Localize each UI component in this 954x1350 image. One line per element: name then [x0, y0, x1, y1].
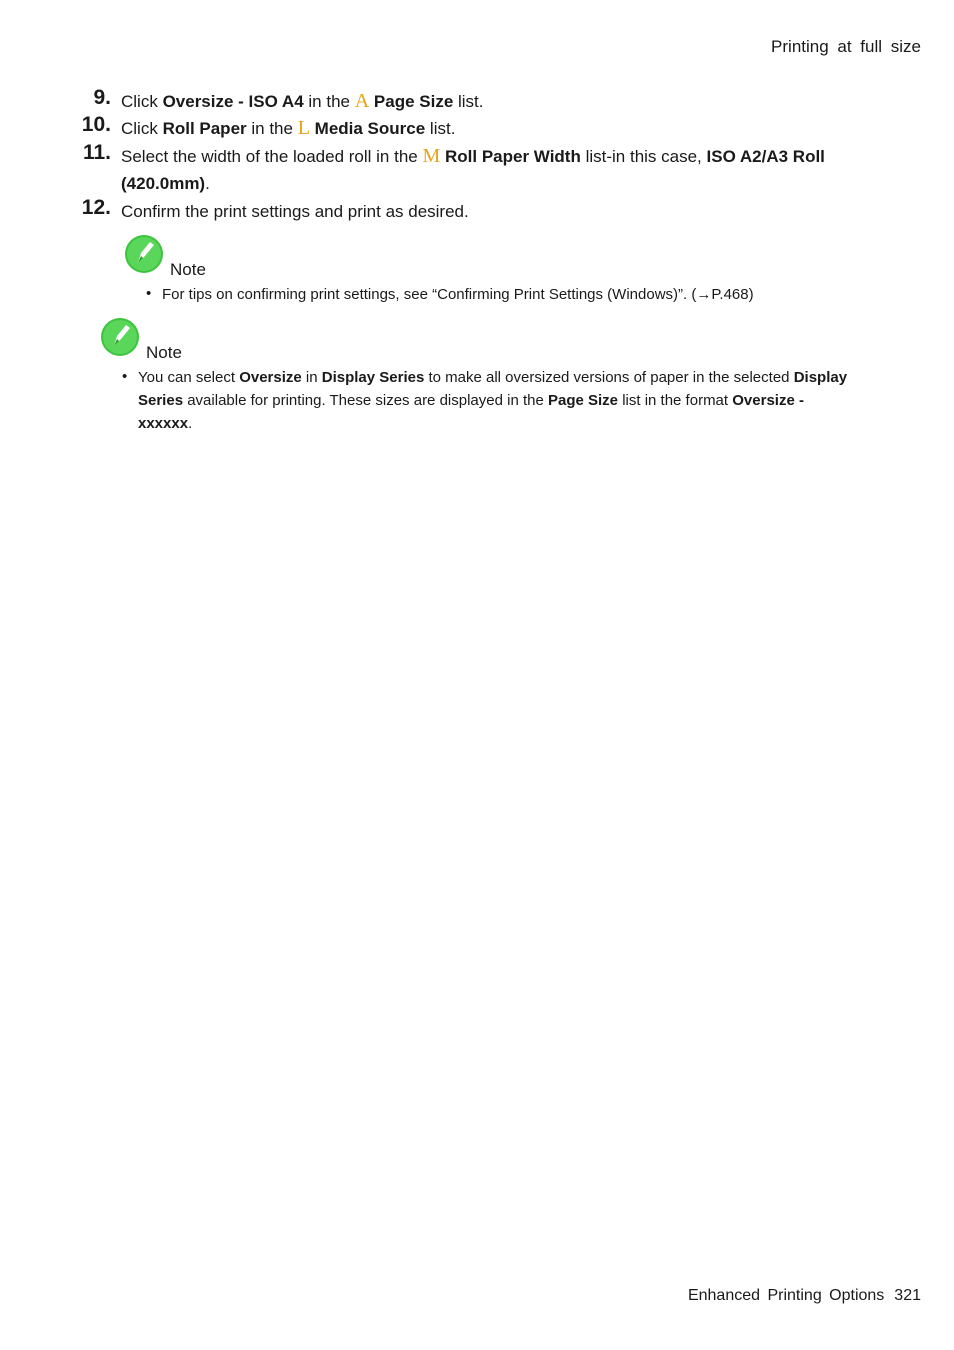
page-number: 321	[894, 1287, 921, 1304]
step-text: Select the width of the loaded roll in the M Roll Paper Width list-in this case, ISO A2/A3 Roll (420.0mm).	[121, 145, 825, 193]
step-number: 9.	[93, 86, 111, 109]
callout-letter-m: M	[422, 145, 441, 167]
option-roll-paper: Roll Paper	[162, 119, 247, 138]
callout-letter-a: A	[354, 90, 370, 112]
option-roll-paper-width: Roll Paper Width	[445, 147, 581, 166]
step-number: 10.	[81, 113, 111, 136]
page-footer	[688, 1287, 921, 1305]
note-pencil-icon	[100, 317, 140, 357]
note-text: For tips on confirming print settings, see “Confirming Print Settings (Windows)”. (→P.468)	[162, 286, 754, 303]
note-text: You can select Oversize in Display Series to make all oversized versions of paper in the selected Display Series available for printing. These sizes are displayed in the Page Size list in the format Oversize - xxxxxx.	[138, 369, 848, 432]
option-page-size: Page Size	[373, 92, 454, 111]
option-media-source: Media Source	[314, 119, 426, 138]
step-text: Confirm the print settings and print as desired.	[121, 202, 469, 221]
running-header: Printing at full size	[771, 37, 921, 56]
note-label: Note	[170, 260, 206, 279]
callout-letter-l: L	[297, 117, 310, 139]
step-number: 11.	[82, 141, 111, 164]
step-text: Click Oversize - ISO A4 in the A Page Size list.	[121, 90, 484, 112]
footer-section: Enhanced Printing Options	[687, 1287, 885, 1304]
option-iso-a2-a3-roll: ISO A2/A3 Roll (420.0mm)	[121, 147, 825, 193]
step-text: Click Roll Paper in the L Media Source list.	[121, 117, 456, 139]
bullet: •	[146, 285, 152, 302]
bullet: •	[122, 368, 128, 385]
note-pencil-icon	[124, 234, 164, 274]
option-oversize-iso-a4: Oversize - ISO A4	[162, 92, 304, 111]
step-number: 12.	[81, 196, 111, 219]
note-label: Note	[146, 343, 182, 362]
